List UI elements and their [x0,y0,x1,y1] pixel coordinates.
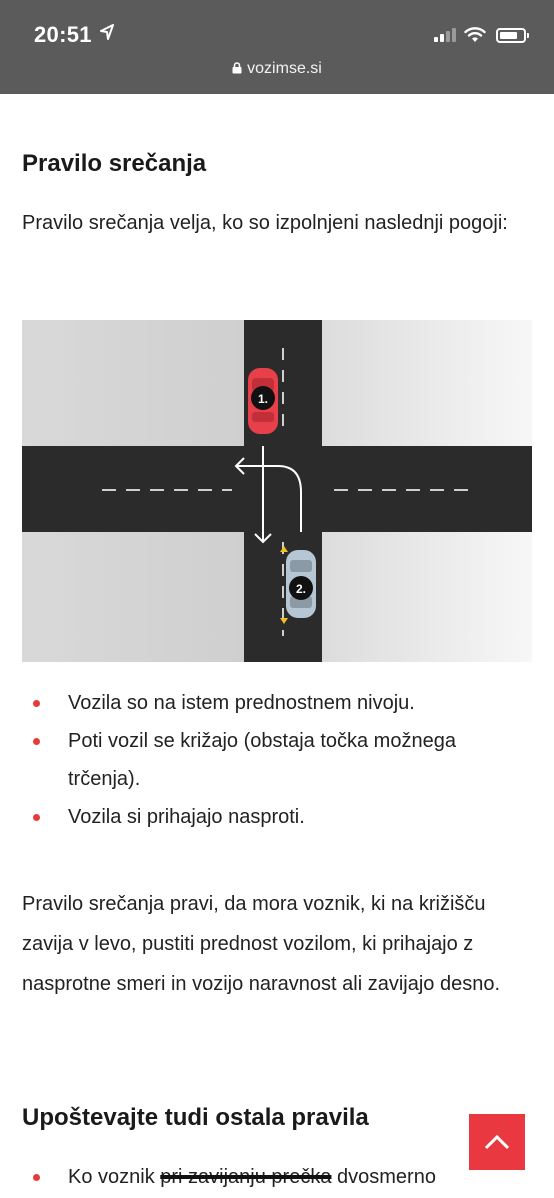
cellular-signal-icon [434,28,456,42]
car-1-label: 1. [257,392,269,406]
intersection-diagram [22,320,532,662]
list-item: Vozila si prihajajo nasproti. [22,798,532,836]
list-item: Poti vozil se križajo (obstaja točka možnega trčenja). [22,722,532,798]
list-item: Ko voznik pri zavijanju prečka dvosmerno [22,1158,532,1196]
more-rules-list [22,1158,532,1196]
address-bar[interactable] [0,60,554,78]
chevron-up-icon [484,1134,510,1150]
intro-text: Pravilo srečanja velja, ko so izpolnjeni naslednji pogoji: [22,212,508,234]
bullet-icon [33,700,40,707]
conditions-list [22,684,532,836]
corner-tile-bottom-left [22,532,244,662]
bullet-icon [33,738,40,745]
battery-icon [496,28,526,43]
browser-top-bar [0,0,554,94]
car-1 [248,368,278,434]
corner-tile-top-right [322,320,532,446]
bullet-icon [33,814,40,821]
section-heading: Upoštevajte tudi ostala pravila [22,1104,369,1131]
list-item: Vozila so na istem prednostnem nivoju. [22,684,532,722]
rule-paragraph: Pravilo srečanja pravi, da mora voznik, ki na križišču zavija v levo, pustiti prednost vozilom, ki prihajajo z nasprotne smeri in vozijo naravnost ali zavijajo desno. [22,893,501,995]
corner-tile-top-left [22,320,244,446]
status-icons [434,26,526,44]
location-arrow-icon [100,24,114,40]
car-2-label: 2. [295,582,307,596]
bullet-icon [33,1174,40,1181]
back-to-top-button[interactable] [469,1114,525,1170]
lock-icon [232,62,242,74]
page-heading: Pravilo srečanja [22,150,207,177]
wifi-icon [464,27,486,43]
url-text: vozimse.si [247,60,322,77]
status-time: 20:51 [34,22,92,47]
corner-tile-bottom-right [322,532,532,662]
